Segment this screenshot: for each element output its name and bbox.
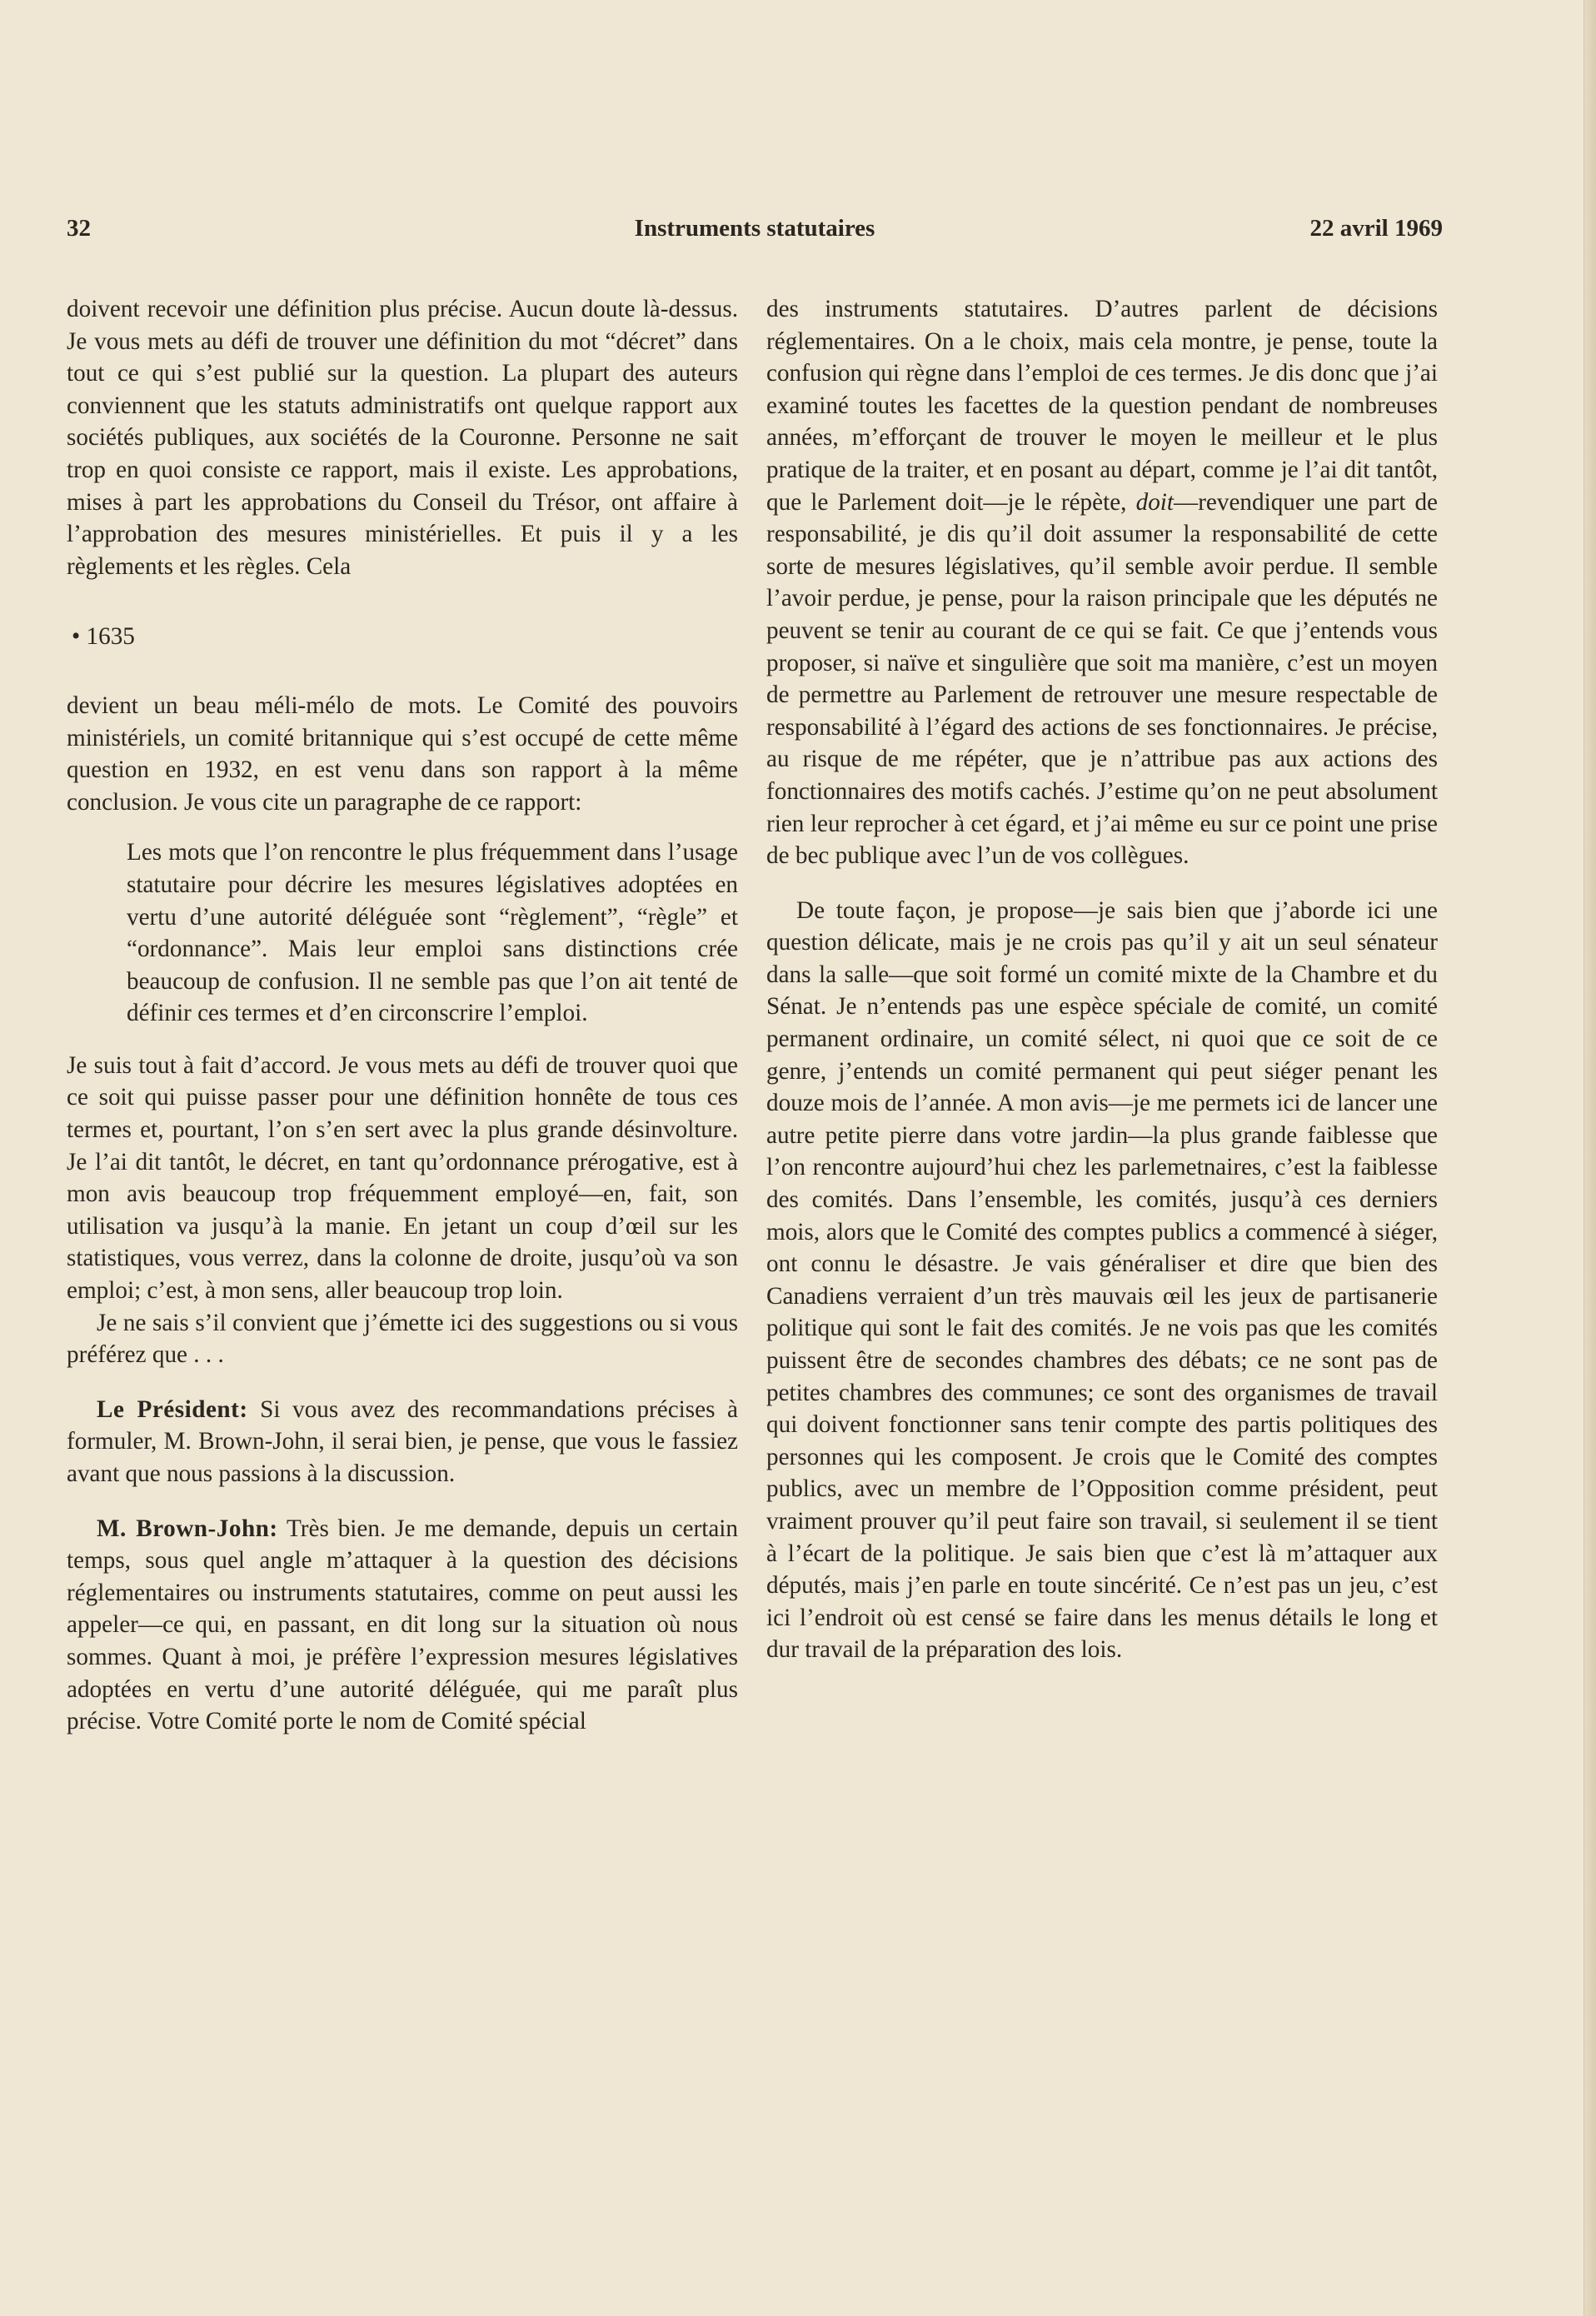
speech-text: Très bien. Je me demande, depuis un certain temps, sous quel angle m’attaquer à la question des décisions réglementaires ou instruments statutaires, comme on peut aussi les appeler—ce qui, en passant, en dit long sur la situation où nous sommes. Quant à moi, je préfère l’expression mesures législatives adoptées en vertu d’une autorité déléguée, qui me paraît plus précise. Votre Comité porte le nom de Comité spécial: [67, 1515, 738, 1735]
text-run: des instruments statutaires. D’autres parlent de décisions réglementaires. On a le choix, mais cela montre, je pense, toute la confusion qui règne dans l’emploi de ces termes. Je dis donc que j’ai examiné toutes les facettes de la question pendant de nombreuses années, m’efforçant de trouver le moyen le meilleur et le plus pratique de la traiter, et en posant au départ, comme je l’ai dit tantôt, que le Parlement doit—je le répète,: [766, 296, 1438, 516]
page-edge: [1584, 0, 1596, 2316]
running-title: Instruments statutaires: [634, 215, 875, 242]
speaker-name: M. Brown-John:: [97, 1515, 278, 1542]
time-marker: • 1635: [72, 623, 135, 651]
speaker-name: Le Président:: [97, 1395, 248, 1423]
text-run: —revendiquer une part de responsabilité, je dis qu’il doit assumer la responsabilité de cette sorte de mesures législatives, qu’il semble avoir perdue. Il semble l’avoir perdue, je pense, pour la raison principale que les députés ne peuvent se tenir au courant de ce qui se fait. Ce que j’entends vous proposer, si naïve et singulière que soit ma manière, c’est un moyen de permettre au Parlement de retrouver une mesure respectable de responsabilité à l’égard des actions de ses fonctionnaires. Je précise, au risque de me répéter, que je n’attribue pas aux actions des fonctionnaires des motifs cachés. J’estime qu’on ne peut absolument rien leur reprocher à cet égard, et j’ai même eu sur ce point une prise de bec publique avec l’un de vos collègues.: [766, 488, 1439, 870]
speech-text: Si vous avez des recommandations précises à formuler, M. Brown-John, il serai bien, je pense, que vous le fassiez avant que nous passions à la discussion.: [67, 1395, 738, 1487]
speaker-paragraph: [67, 1513, 738, 1738]
left-column: [67, 293, 738, 1738]
paragraph: Je suis tout à fait d’accord. Je vous mets au défi de trouver quoi que ce soit qui puisse passer pour une définition honnête de tous ces termes et, pourtant, l’on s’en sert avec la plus grande désinvolture. Je l’ai dit tantôt, le décret, en tant qu’ordonnance prérogative, est à mon avis beaucoup trop fréquemment employé—en, fait, son utilisation va jusqu’à la manie. En jetant un coup d’œil sur les statistiques, vous verrez, dans la colonne de droite, jusqu’où va son emploi; c’est, à mon sens, aller beaucoup trop loin.: [67, 1051, 738, 1305]
paragraph: De toute façon, je propose—je sais bien que j’aborde ici une question délicate, mais je ne crois pas qu’il y ait un seul sénateur dans la salle—que soit formé un comité mixte de la Chambre et du Sénat. Je n’entends pas une espèce spéciale de comité, un comité permanent ordinaire, un comité sélect, ni quoi que ce soit de ce genre, j’entends un comité permanent qui peut siéger penant les douze mois de l’année. A mon avis—je me permets ici de lancer une autre petite pierre dans votre jardin—la plus grande faiblesse que l’on rencontre aujourd’hui chez les parlemetnaires, c’est la faiblesse des comités. Dans l’ensemble, les comités, jusqu’à ces derniers mois, alors que le Comité des comptes publics a commencé à siéger, ont connu le désastre. Je vais généraliser et dire que bien des Canadiens verraient d’un très mauvais œil les jeux de partisanerie politique qui sont le fait des comités. Je ne vois pas que les comités puissent être de secondes chambres des débats; ce ne sont pas de petites chambres des communes; ce sont des organismes de travail qui doivent fonctionner sans tenir compte des partis politiques des personnes qui les composent. Je crois que le Comité des comptes publics, avec un membre de l’Opposition comme président, peut vraiment prouver qu’il peut faire son travail, si seulement il se tient à l’écart de la politique. Je sais bien que c’est là m’attaquer aux députés, mais j’en parle en toute sincérité. Ce n’est pas un jeu, c’est ici l’endroit où est censé se faire dans les menus détails le long et dur travail de la préparation des lois.: [766, 896, 1438, 1664]
paragraph: doivent recevoir une définition plus précise. Aucun doute là-dessus. Je vous mets au défi de trouver une définition du mot “décret” dans tout ce qui s’est publié sur la question. La plupart des auteurs conviennent que les statuts administratifs ont quelque rapport aux sociétés publiques, aux sociétés de la Couronne. Personne ne sait trop en quoi consiste ce rapport, mais il existe. Les approbations, mises à part les approbations du Conseil du Trésor, ont affaire à l’approbation des mesures ministérielles. Et puis il y a les règlements et les règles. Cela: [67, 296, 738, 580]
page-number: 32: [67, 215, 91, 242]
header-date: 22 avril 1969: [1309, 215, 1443, 242]
block-quote: Les mots que l’on rencontre le plus fréquemment dans l’usage statutaire pour décrire les mesures législatives adoptées en vertu d’une autorité déléguée sont “règlement”, “règle” et “ordonnance”. Mais leur emploi sans distinctions crée beaucoup de confusion. Il ne semble pas que l’on ait tenté de définir ces termes et d’en circonscrire l’emploi.: [127, 839, 738, 1027]
paragraph: devient un beau méli-mélo de mots. Le Comité des pouvoirs ministériels, un comité britannique qui s’est occupé de cette même question en 1932, en est venu dans son rapport à la même conclusion. Je vous cite un paragraphe de ce rapport:: [67, 691, 738, 816]
speaker-paragraph: [67, 1394, 738, 1490]
paragraph: Je ne sais s’il convient que j’émette ici des suggestions ou si vous préférez que . . .: [67, 1309, 738, 1369]
emphasis: doit: [1135, 488, 1174, 516]
paragraph: [766, 293, 1438, 872]
right-column: [766, 293, 1438, 1666]
page-header: [67, 215, 1443, 253]
